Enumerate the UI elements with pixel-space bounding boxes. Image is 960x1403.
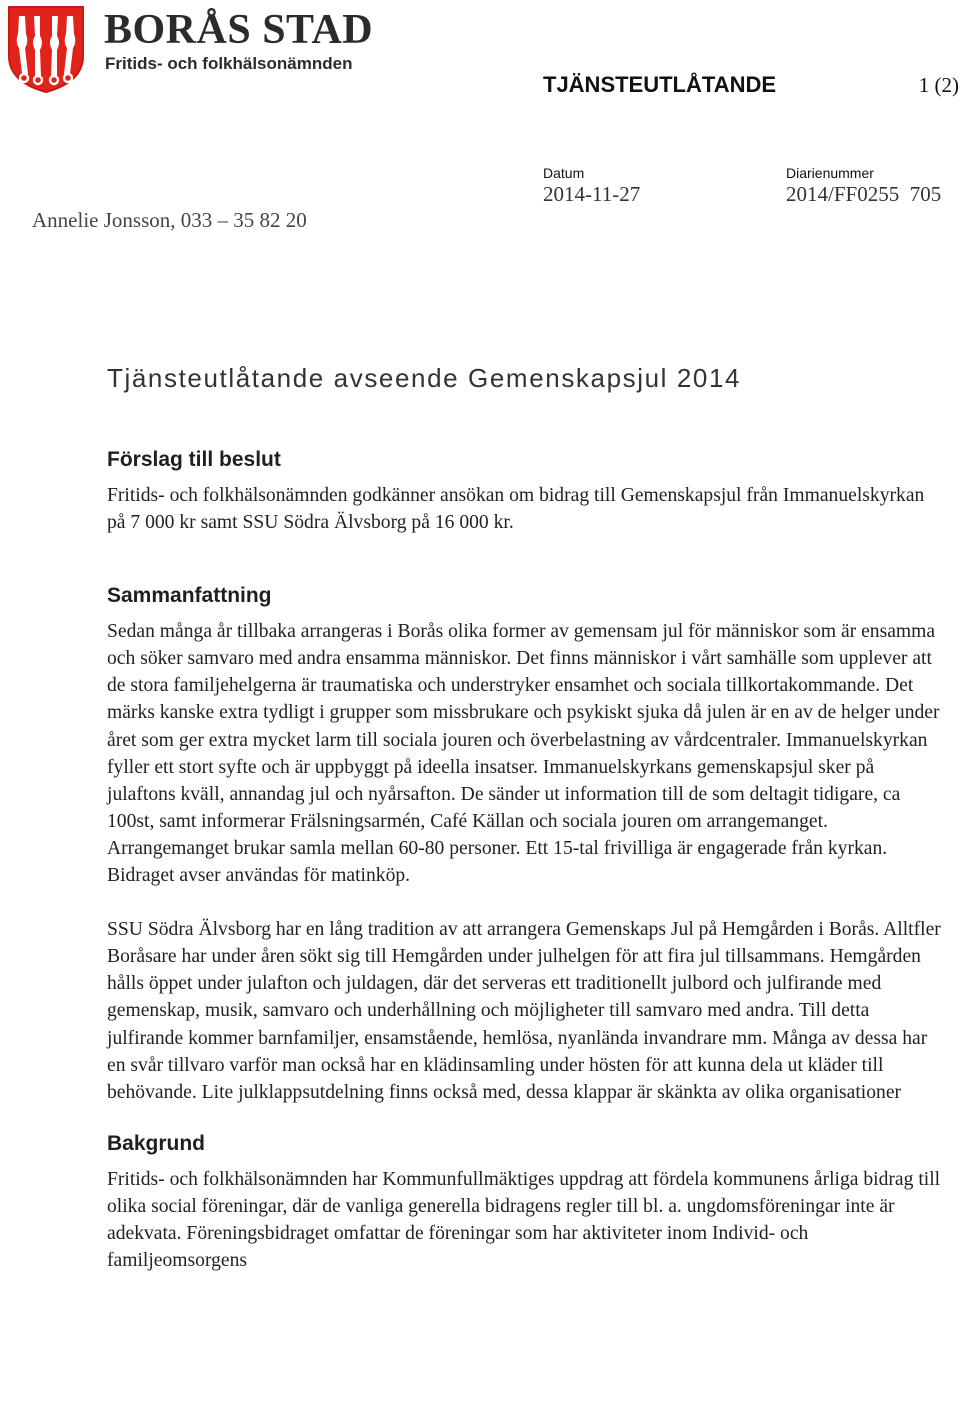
registration-number-value: 2014/FF0255 705 — [786, 182, 942, 206]
paragraph: Fritids- och folkhälsonämnden har Kommunfullmäktiges uppdrag att fördela kommunens årliga bidrag till olika social föreningar, där de vanliga generella bidragens regler till bl. a. ungdomsföreningar inte är adekvata. Föreningsbidraget omfattar de föreningar som har aktiviteter inom Individ- och familjeomsorgens — [107, 1168, 941, 1272]
document-type: TJÄNSTEUTLÅTANDE — [543, 72, 777, 97]
section-proposal — [107, 446, 947, 536]
section-heading: Sammanfattning — [107, 584, 272, 608]
section-summary — [107, 582, 947, 1106]
registration-number-label: Diarienummer — [786, 165, 874, 181]
section-background — [107, 1130, 947, 1274]
organization-name: BORÅS STAD — [104, 7, 374, 53]
page-number: 1 (2) — [918, 73, 959, 97]
document-title: Tjänsteutlåtande avseende Gemenskapsjul 2014 — [107, 363, 742, 393]
section-heading: Bakgrund — [107, 1131, 206, 1155]
boras-stad-crest-logo — [6, 4, 86, 94]
date-label: Datum — [543, 165, 585, 181]
date-value: 2014-11-27 — [543, 182, 641, 206]
author-contact: Annelie Jonsson, 033 – 35 82 20 — [32, 208, 307, 232]
document-body — [107, 360, 947, 1274]
paragraph: Sedan många år tillbaka arrangeras i Borås olika former av gemensam jul för människor som är ensamma och söker samvaro med andra ensamma människor. Det finns människor i vårt samhälle som upplever att de stora familjehelgerna är traumatiska och understryker ensamhet och sociala tillkortakommande. Det märks kanske extra tydligt i grupper som missbrukare och psykiskt sjuka då julen är en av de helger under året som ger extra mycket larm till sociala jouren och överbelastning av vårdcentraler. Immanuelskyrkan fyller ett stort syfte och är uppbyggt på ideella insatser. Immanuelskyrkans gemenskapsjul sker på julaftons kväll, annandag jul och nyårsafton. De sänder ut information till de som deltagit tidigare, ca 100st, samt informerar Frälsningsarmén, Café Källan och sociala jouren om arrangemanget. Arrangemanget brukar samla mellan 60-80 personer. Ett 15-tal frivilliga är engagerade från kyrkan. Bidraget avser användas för matinköp. — [107, 621, 940, 887]
paragraph: SSU Södra Älvsborg har en lång tradition av att arrangera Gemenskaps Jul på Hemgården i Borås. Alltfler Boråsare har under åren sökt sig till Hemgården under julhelgen för att fira jul tillsammans. Hemgården hålls öppet under julafton och juldagen, där det serveras ett traditionellt julbord och julfirande med gemenskap, musik, samvaro och underhållning och möjligheter till samvaro med andra. Till detta julfirande kommer barnfamiljer, ensamstående, hemlösa, nyanlända invandrare mm. Många av dessa har en svår tillvaro varför man också har en klädinsamling under hösten för att kunna dela ut kläder till behövande. Lite julklappsutdelning finns också med, dessa klappar är skänkta av olika organisationer — [107, 919, 941, 1103]
section-heading: Förslag till beslut — [107, 448, 281, 471]
paragraph: Fritids- och folkhälsonämnden godkänner ansökan om bidrag till Gemenskapsjul från Immanuelskyrkan på 7 000 kr samt SSU Södra Älvsborg på 16 000 kr. — [107, 485, 925, 534]
organization-unit: Fritids- och folkhälsonämnden — [105, 54, 353, 73]
